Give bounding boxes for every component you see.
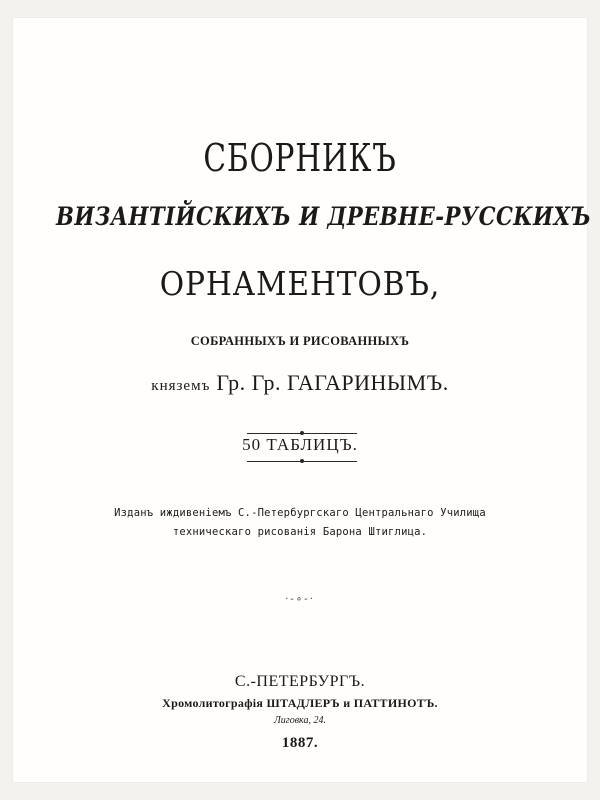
author-name: ГАГАРИНЫМЪ. xyxy=(287,370,449,395)
title-line-sbornik: СБОРНИКЪ xyxy=(203,136,397,180)
imprint-printer: Хромолитографія ШТАДЛЕРЪ и ПАТТИНОТЪ. xyxy=(162,696,438,710)
plates-count: 50 ТАБЛИЦЪ. xyxy=(242,435,358,454)
imprint-address: Лиговка, 24. xyxy=(274,715,326,726)
publisher-line-1: Изданъ иждивеніемъ С.-Петербургскаго Центральнаго Училища xyxy=(114,507,486,519)
author-line xyxy=(13,370,587,396)
separator-ornament: ·-∘-· xyxy=(285,594,315,605)
plates-dot-bottom xyxy=(300,459,304,463)
author-initials: Гр. Гр. xyxy=(216,370,281,395)
author-prefix: княземъ xyxy=(151,378,211,394)
imprint-city: С.-ПЕТЕРБУРГЪ. xyxy=(234,673,366,690)
title-page xyxy=(13,18,592,782)
imprint-year: 1887. xyxy=(281,735,319,751)
publisher-line-2: техническаго рисованія Барона Штиглица. xyxy=(172,526,428,538)
plates-block xyxy=(13,430,587,464)
title-line-byzantine-old-russian: ВИЗАНТІЙСКИХЪ И ДРЕВНЕ-РУССКИХЪ xyxy=(56,202,592,231)
publisher-note xyxy=(13,504,587,542)
title-line-ornaments: ОРНАМЕНТОВЪ, xyxy=(159,264,441,303)
collected-by-line: СОБРАННЫХЪ И РИСОВАННЫХЪ xyxy=(190,334,410,348)
